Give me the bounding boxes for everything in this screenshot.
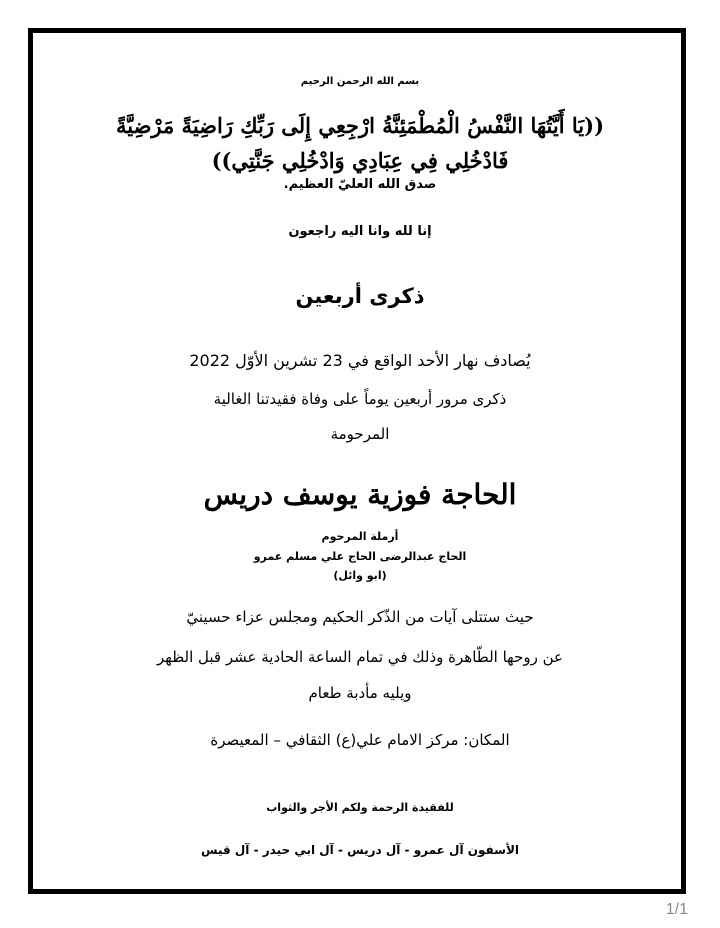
quran-verse-line-1: ((يَا أَيَّتُهَا النَّفْسُ الْمُطْمَئِنَّةُ ارْجِعِي إِلَى رَبِّكِ رَاضِيَةً مَرْضِيَّةً [115,113,604,138]
quran-verse-line-2: فَادْخُلِي فِي عِبَادِي وَادْخُلِي جَنَّتِي)) [211,148,509,173]
meal-line: ويليه مأدبة طعام [308,684,412,702]
marhuma-label: المرحومة [330,425,390,443]
place-line: المكان: مركز الامام علي(ع) الثقافي – المعيصرة [210,731,510,749]
page-indicator: 1/1 [665,901,688,918]
soul-time-line: عن روحها الطّاهرة وذلك في تمام الساعة الحادية عشر قبل الظهر [157,648,563,666]
basmala: بسم الله الرحمن الرحيم [300,76,420,87]
deceased-name: الحاجة فوزية يوسف دريس [203,478,517,511]
widow-of-label: أرملة المرحوم [321,530,399,543]
passing-line: ذكرى مرور أربعين يوماً على وفاة فقيدتنا الغالية [213,390,507,408]
husband-name: الحاج عبدالرضى الحاج علي مسلم عمرو [253,550,467,563]
inna-lillah: إنا لله وانا اليه راجعون [288,224,432,239]
date-line: يُصادف نهار الأحد الواقع في 23 تشرين الأوّل 2022 [189,351,531,370]
recitation-line: حيث ستتلى آيات من الذّكر الحكيم ومجلس عزاء حسينيّ [186,608,534,626]
families-line: الأسفون آل عمرو - آل دريس - آل ابي حيدر - آل قيس [201,843,519,857]
sadaq-allah: صدق الله العليّ العظيم. [283,177,437,192]
page-title: ذكرى أربعين [295,284,425,308]
husband-kunya: (ابو وائل) [333,569,387,582]
condolence-line: للفقيدة الرحمة ولكم الأجر والثواب [266,801,454,814]
